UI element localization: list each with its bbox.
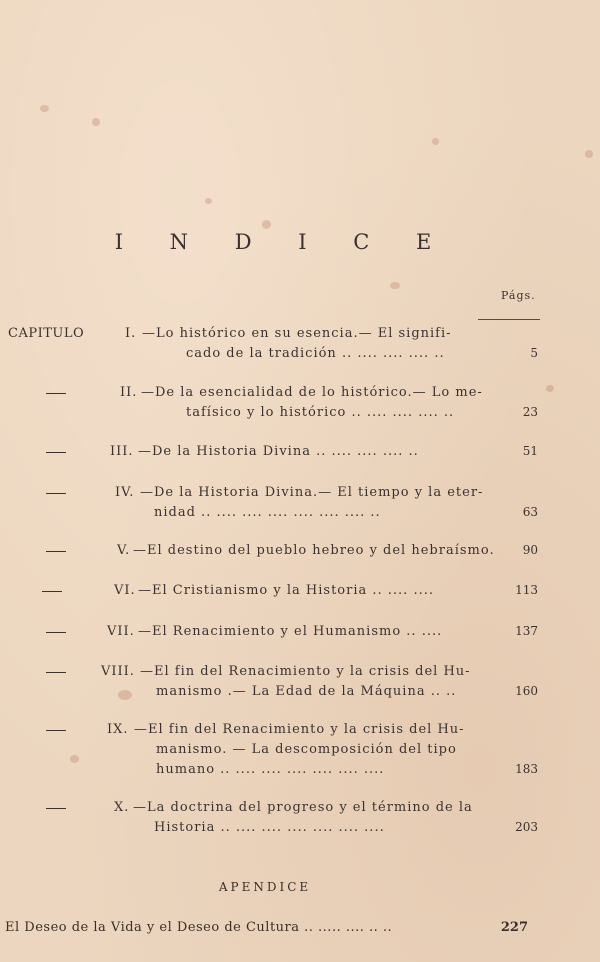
- chapter-number: VIII.: [101, 664, 135, 679]
- page-number: 160: [515, 684, 538, 698]
- chapter-title-line: —De la Historia Divina .. .... .... .... ..: [138, 444, 419, 459]
- chapter-title-line: —El fin del Renacimiento y la crisis del Hu-: [140, 664, 471, 679]
- chapter-title-line: humano .. .... .... .... .... .... ....: [156, 762, 385, 777]
- capitulo-label: CAPITULO: [8, 326, 85, 341]
- chapter-number: X.: [114, 800, 130, 815]
- ditto-dash: [46, 551, 66, 552]
- chapter-number: VI.: [114, 583, 136, 598]
- foxing-spot: [118, 690, 132, 700]
- chapter-number: II.: [120, 385, 138, 400]
- chapter-title-line: —El Cristianismo y la Historia .. .... ....: [138, 583, 434, 598]
- foxing-spot: [546, 385, 554, 392]
- page-number: 137: [515, 624, 538, 638]
- chapter-title-line: tafísico y lo histórico .. .... .... .... ..: [186, 405, 455, 420]
- chapter-number: VII.: [107, 624, 135, 639]
- pages-header-rule: [478, 319, 540, 320]
- ditto-dash: [46, 452, 66, 453]
- chapter-title-line: —La doctrina del progreso y el término de la: [133, 800, 473, 815]
- chapter-title-line: manismo .— La Edad de la Máquina .. ..: [156, 684, 457, 699]
- chapter-number: III.: [110, 444, 134, 459]
- appendix-entry[interactable]: El Deseo de la Vida y el Deseo de Cultura .. ..... .... .. ..: [5, 920, 393, 935]
- chapter-title-line: cado de la tradición .. .... .... .... ..: [186, 346, 445, 361]
- ditto-dash: [46, 493, 66, 494]
- page-number: 5: [530, 346, 538, 360]
- page-number: 90: [522, 543, 538, 557]
- foxing-spot: [92, 118, 100, 126]
- page-number: 51: [522, 444, 538, 458]
- foxing-spot: [390, 282, 400, 289]
- foxing-spot: [262, 220, 271, 229]
- ditto-dash: [46, 672, 66, 673]
- ditto-dash: [46, 393, 66, 394]
- appendix-page-number: 227: [500, 920, 528, 935]
- foxing-spot: [205, 198, 212, 204]
- chapter-title-line: —Lo histórico en su esencia.— El signifi-: [142, 326, 452, 341]
- chapter-title-line: —El destino del pueblo hebreo y del hebraísmo.: [133, 543, 495, 558]
- chapter-title-line: —De la Historia Divina.— El tiempo y la eter-: [140, 485, 484, 500]
- ditto-dash: [46, 632, 66, 633]
- index-title: I N D I C E: [114, 230, 452, 254]
- chapter-number: I.: [125, 326, 137, 341]
- chapter-title-line: —El Renacimiento y el Humanismo .. ....: [138, 624, 443, 639]
- ditto-dash: [42, 591, 62, 592]
- chapter-title-line: —De la esencialidad de lo histórico.— Lo me-: [141, 385, 483, 400]
- foxing-spot: [585, 150, 593, 158]
- foxing-spot: [432, 138, 439, 145]
- ditto-dash: [46, 808, 66, 809]
- pages-header: Págs.: [501, 289, 536, 302]
- chapter-number: IV.: [115, 485, 135, 500]
- ditto-dash: [46, 730, 66, 731]
- chapter-number: V.: [117, 543, 131, 558]
- appendix-heading: APENDICE: [218, 880, 312, 894]
- foxing-spot: [40, 105, 49, 112]
- page-number: 183: [515, 762, 538, 776]
- page-number: 113: [515, 583, 538, 597]
- chapter-title-line: Historia .. .... .... .... .... .... ....: [154, 820, 385, 835]
- chapter-title-line: —El fin del Renacimiento y la crisis del Hu-: [134, 722, 465, 737]
- chapter-number: IX.: [107, 722, 129, 737]
- chapter-title-line: manismo. — La descomposición del tipo: [156, 742, 457, 757]
- page-number: 63: [522, 505, 538, 519]
- foxing-spot: [70, 755, 79, 763]
- page-number: 23: [522, 405, 538, 419]
- page-number: 203: [515, 820, 538, 834]
- chapter-title-line: nidad .. .... .... .... .... .... .... ..: [154, 505, 381, 520]
